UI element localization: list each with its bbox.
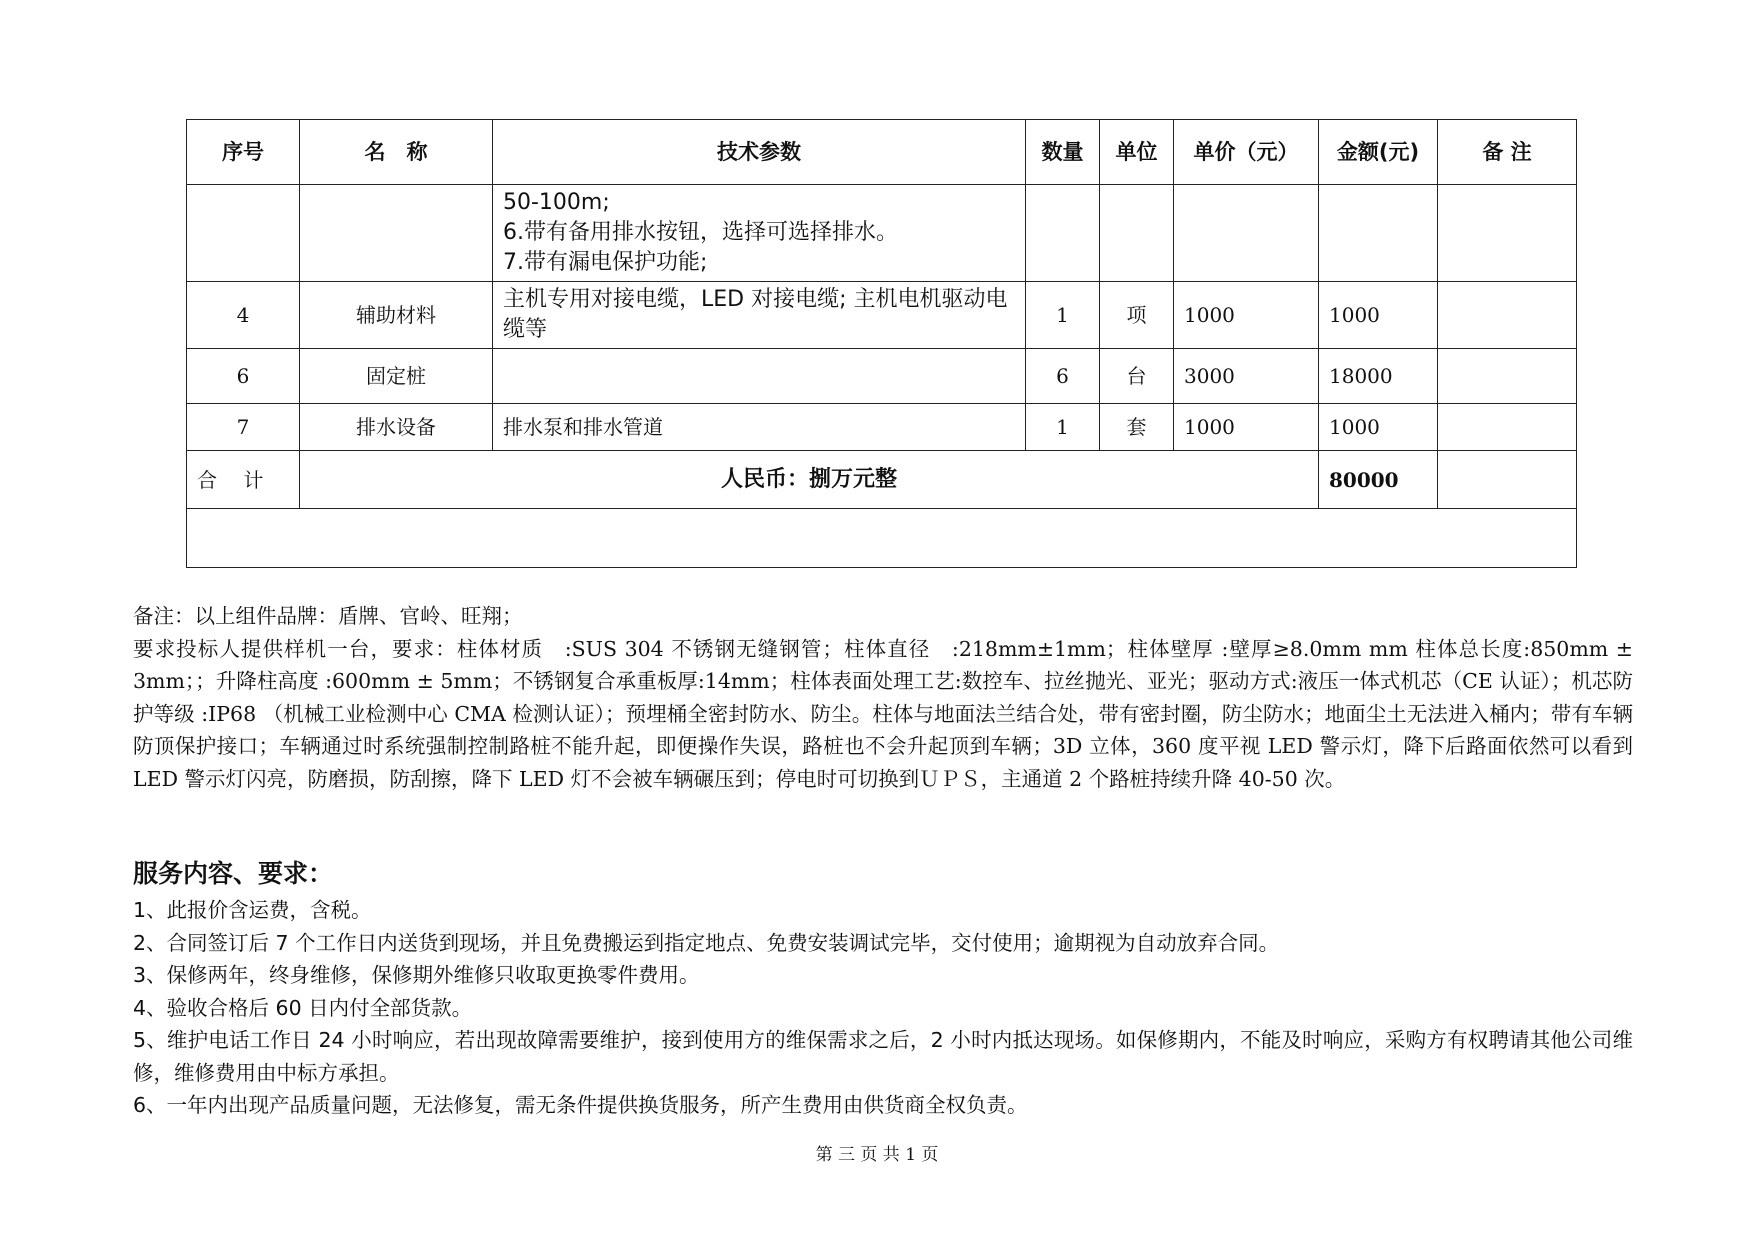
spec-line: 6.带有备用排水按钮，选择可选择排水。 bbox=[503, 220, 898, 245]
table-header-row bbox=[187, 120, 1577, 185]
row-price: 1000 bbox=[1174, 282, 1319, 349]
header-price: 单价（元） bbox=[1174, 120, 1319, 185]
header-name: 名 称 bbox=[300, 120, 493, 185]
table-total-row bbox=[187, 451, 1577, 509]
service-item: 3、保修两年，终身维修，保修期外维修只收取更换零件费用。 bbox=[133, 963, 700, 987]
row-spec: 排水泵和排水管道 bbox=[493, 404, 1026, 451]
spec-line: 50-100m; bbox=[503, 190, 610, 215]
row-qty: 1 bbox=[1026, 282, 1100, 349]
row-note bbox=[1438, 349, 1577, 404]
row-name: 固定桩 bbox=[300, 349, 493, 404]
header-unit: 单位 bbox=[1100, 120, 1174, 185]
row-spec bbox=[493, 349, 1026, 404]
service-item: 5、维护电话工作日 24 小时响应，若出现故障需要维护，接到使用方的维保需求之后，2 小时内抵达现场。如保修期内，不能及时响应，采购方有权聘请其他公司维修，维修费用由中标方承担。 bbox=[133, 1028, 1633, 1085]
row-no: 6 bbox=[187, 349, 300, 404]
row-unit: 套 bbox=[1100, 404, 1174, 451]
row-note bbox=[1438, 282, 1577, 349]
table-row bbox=[187, 349, 1577, 404]
header-no: 序号 bbox=[187, 120, 300, 185]
row-price: 3000 bbox=[1174, 349, 1319, 404]
page-footer: 第 三 页 共 1 页 bbox=[815, 1145, 939, 1165]
row-amount: 1000 bbox=[1319, 404, 1438, 451]
row-name: 排水设备 bbox=[300, 404, 493, 451]
total-label: 合 计 bbox=[187, 451, 300, 509]
remarks-section bbox=[133, 600, 1633, 795]
row-no: 4 bbox=[187, 282, 300, 349]
row-amount: 1000 bbox=[1319, 282, 1438, 349]
row-no: 7 bbox=[187, 404, 300, 451]
spec-line: 7.带有漏电保护功能; bbox=[503, 250, 708, 275]
header-amount: 金额(元) bbox=[1319, 120, 1438, 185]
row-amount: 18000 bbox=[1319, 349, 1438, 404]
service-item: 1、此报价含运费，含税。 bbox=[133, 898, 372, 922]
row-qty: 1 bbox=[1026, 404, 1100, 451]
header-qty: 数量 bbox=[1026, 120, 1100, 185]
row-unit: 台 bbox=[1100, 349, 1174, 404]
quote-table bbox=[186, 119, 1577, 568]
total-amount: 80000 bbox=[1319, 451, 1438, 509]
row-price: 1000 bbox=[1174, 404, 1319, 451]
table-row bbox=[187, 404, 1577, 451]
table-row-continuation bbox=[187, 185, 1577, 282]
service-item: 2、合同签订后 7 个工作日内送货到现场，并且免费搬运到指定地点、免费安装调试完毕，交付使用；逾期视为自动放弃合同。 bbox=[133, 930, 1280, 955]
row-qty: 6 bbox=[1026, 349, 1100, 404]
brand-remark: 备注：以上组件品牌：盾牌、官岭、旺翔； bbox=[133, 604, 523, 628]
header-spec: 技术参数 bbox=[493, 120, 1026, 185]
header-note: 备 注 bbox=[1438, 120, 1577, 185]
service-section bbox=[133, 856, 1633, 1122]
service-title: 服务内容、要求： bbox=[133, 859, 334, 888]
table-empty-row bbox=[187, 509, 1577, 568]
service-item: 6、一年内出现产品质量问题，无法修复，需无条件提供换货服务，所产生费用由供货商全权负责。 bbox=[133, 1093, 1028, 1117]
row-note bbox=[1438, 404, 1577, 451]
spec-continuation bbox=[493, 185, 1026, 282]
row-unit: 项 bbox=[1100, 282, 1174, 349]
requirements-text: 要求投标人提供样机一台，要求：柱体材质 :SUS 304 不锈钢无缝钢管；柱体直径 :218mm±1mm；柱体壁厚 :壁厚≥8.0mm mm 柱体总长度:850mm ± 3mm；；升降柱高度 :600mm ± 5mm；不锈钢复合承重板厚:14mm；柱体表面处理工艺:数控车、拉丝抛光、亚光；驱动方式:液压一体式机芯（CE 认证）；机芯防护等级 :IP68 （机械工业检测中心 CMA 检测认证）；预埋桶全密封防水、防尘。柱体与地面法兰结合处，带有密封圈，防尘防水；地面尘土无法进入桶内；带有车辆防顶保护接口；车辆通过时系统强制控制路桩不能升起，即便操作失误，路桩也不会升起顶到车辆；3D 立体，360 度平视 LED 警示灯，降下后路面依然可以看到 LED 警示灯闪亮，防磨损，防刮擦，降下 LED 灯不会被车辆碾压到；停电时可切换到ＵＰＳ，主通道 2 个路桩持续升降 40-50 次。 bbox=[133, 636, 1633, 791]
total-words: 人民币：捌万元整 bbox=[300, 451, 1319, 509]
service-item: 4、验收合格后 60 日内付全部货款。 bbox=[133, 995, 473, 1020]
row-name: 辅助材料 bbox=[300, 282, 493, 349]
table-row bbox=[187, 282, 1577, 349]
row-spec: 主机专用对接电缆，LED 对接电缆; 主机电机驱动电缆等 bbox=[493, 282, 1026, 349]
